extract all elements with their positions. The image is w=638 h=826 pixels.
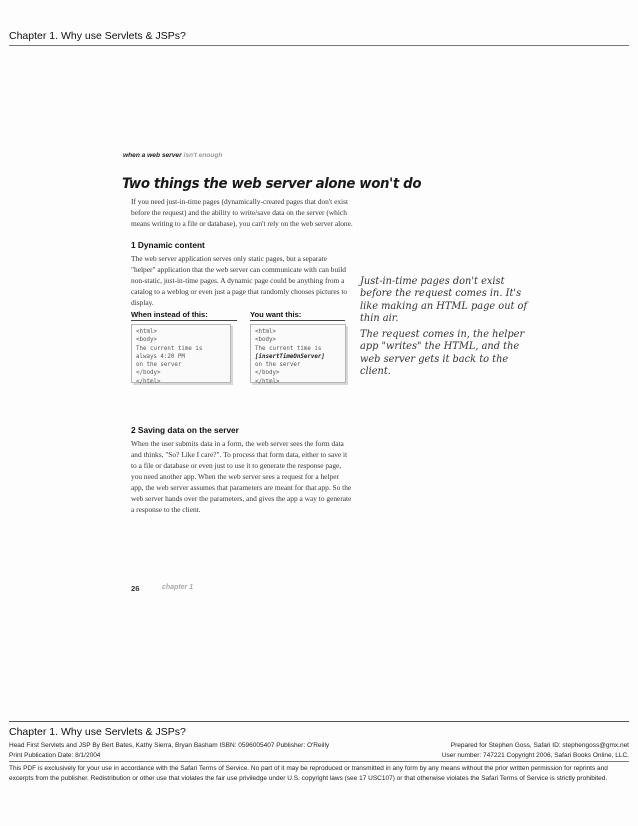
code-line: <body> (136, 337, 157, 344)
dynamic-content-heading: 1 Dynamic content (131, 240, 205, 250)
footer-divider (9, 721, 629, 722)
handwritten-note-2: The request comes in, the helper app "writes" the HTML, and the web server gets it back to the client. (360, 329, 525, 378)
code-line: always 4:20 PM (136, 353, 185, 360)
code-line: on the server (136, 362, 182, 369)
book-info: Head First Servlets and JSP By Bert Bates, Kathy Sierra, Bryan Basham ISBN: 0596005407 Publisher: O'Reilly (9, 742, 330, 749)
header-divider (9, 45, 629, 46)
terms-notice: This PDF is exclusively for your use in accordance with the Safari Terms of Service. No part of it may be reproduced or transmitted in any form by any means without the prior written permission for reprints and excerpts from the publisher. Redistribution or other use that violates the fair use priviledge under U.S. copyright laws (see 17 USC107) or that otherwise violates the Safari Terms of Service is strictly prohibited. (9, 765, 608, 782)
code-line: The current time is (136, 345, 203, 352)
intro-paragraph: If you need just-in-time pages (dynamically-created pages that don't exist before the request) and the ability to write/save data on the server (which means writing to a file or database), you can't rely on the web server alone. (131, 197, 353, 228)
code-line-insert-time: [insertTimeOnServer] (255, 353, 325, 360)
saving-data-paragraph: When the user submits data in a form, the web server sees the form data and thinks, "So? Like I care?". To process that form data, either to save it to a file or database or even just to use it to generate the response page, you need another app. When the web server sees a request for a helper app, the web server assumes that parameters are meant for that app. So the web server hands over the parameters, and gives the app a way to generate a response to the client. (131, 439, 352, 514)
code-line: <html> (255, 329, 276, 335)
handwritten-note (360, 276, 530, 382)
user-copyright: User number: 747221 Copyright 2006, Safari Books Online, LLC. (441, 752, 629, 759)
right-caption-rule (250, 320, 345, 321)
left-code-caption: When instead of this: (131, 310, 208, 319)
code-line: <html> (136, 329, 157, 335)
dynamic-content-paragraph: The web server application serves only static pages, but a separate "helper" application that the web server can communicate with can build non-static, just-in-time pages. A dynamic page could be anything from a catalog to a weblog or even just a page that randomly chooses pictures to display. (131, 254, 348, 307)
page-number: 26 (131, 584, 140, 593)
footer-title: Chapter 1. Why use Servlets & JSPs? (9, 726, 186, 738)
footer-notice-divider (9, 761, 629, 762)
header-title: Chapter 1. Why use Servlets & JSPs? (9, 30, 186, 42)
chapter-label: chapter 1 (162, 584, 194, 591)
prepared-for: Prepared for Stephen Goss, Safari ID: stephengoss@gmx.net (450, 742, 629, 749)
saving-data-heading: 2 Saving data on the server (131, 425, 239, 435)
handwritten-note-1: Just-in-time pages don't exist before the request comes in. It's like making an HTML page out of thin air. (360, 276, 528, 324)
left-caption-rule (131, 320, 237, 321)
dynamic-html-code-box (250, 324, 346, 383)
page-heading: Two things the web server alone won't do (122, 176, 422, 192)
code-line: <body> (255, 337, 276, 344)
code-line: </html> (255, 378, 280, 385)
code-line: on the server (255, 362, 301, 369)
right-code-caption: You want this: (250, 310, 302, 319)
section-tag-light: isn't enough (183, 152, 223, 159)
code-line: </html> (136, 378, 161, 385)
section-tag (123, 152, 222, 159)
code-line: The current time is (255, 345, 322, 352)
section-tag-bold: when a web server (123, 152, 182, 159)
code-line: </body> (255, 370, 280, 377)
code-line: </body> (136, 370, 161, 377)
static-html-code-box (131, 324, 231, 383)
publication-date: Print Publication Date: 8/1/2004 (9, 752, 101, 759)
